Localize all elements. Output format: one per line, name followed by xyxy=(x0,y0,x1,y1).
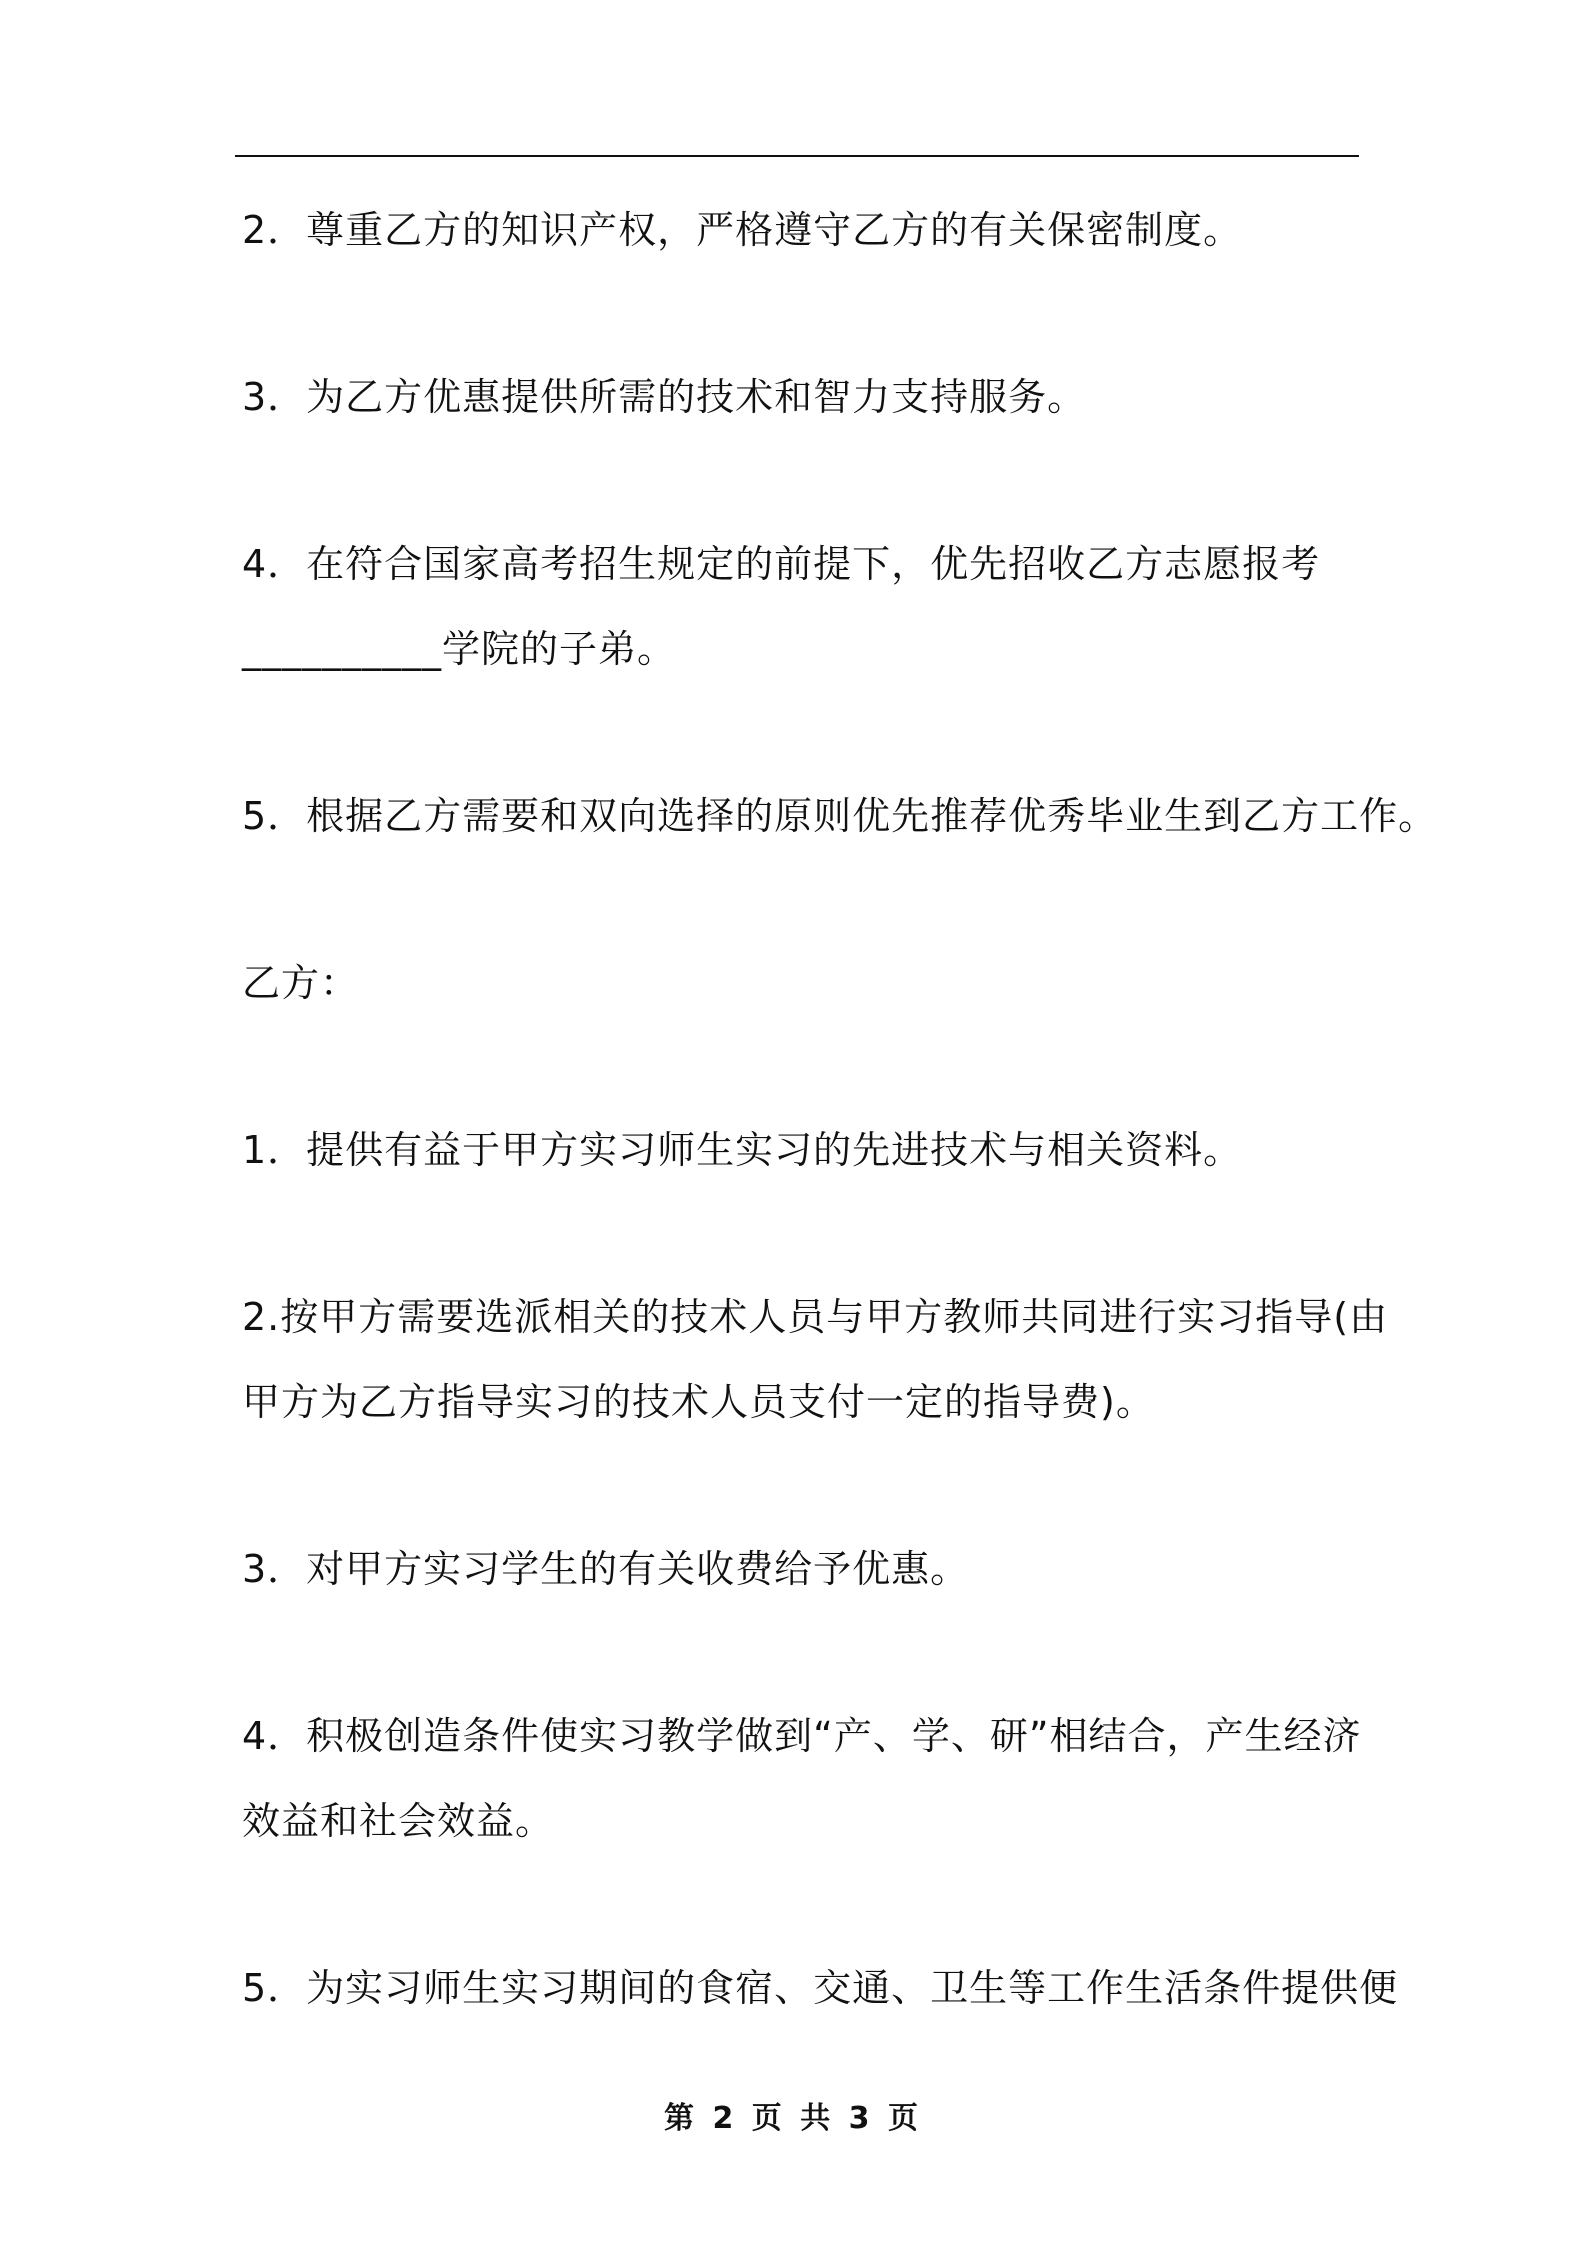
page-number: 第 2 页 共 3 页 xyxy=(664,2101,922,2136)
clause-b3: 3．对甲方实习学生的有关收费给予优惠。 xyxy=(242,1547,970,1591)
clause-b2-line1: 2.按甲方需要选派相关的技术人员与甲方教师共同进行实习指导(由 xyxy=(242,1295,1389,1339)
clause-a2: 2．尊重乙方的知识产权，严格遵守乙方的有关保密制度。 xyxy=(242,208,1243,252)
clause-a3: 3．为乙方优惠提供所需的技术和智力支持服务。 xyxy=(242,375,1087,419)
clause-a4-line1: 4．在符合国家高考招生规定的前提下，优先招收乙方志愿报考 xyxy=(242,542,1321,586)
clause-b5-line1: 5．为实习师生实习期间的食宿、交通、卫生等工作生活条件提供便 xyxy=(242,1966,1399,2010)
header-divider xyxy=(235,155,1359,157)
party-b-heading: 乙方： xyxy=(242,961,360,1005)
clause-a5: 5．根据乙方需要和双向选择的原则优先推荐优秀毕业生到乙方工作。 xyxy=(242,794,1438,838)
clause-b2-line2: 甲方为乙方指导实习的技术人员支付一定的指导费)。 xyxy=(242,1380,1155,1424)
clause-b4-line2: 效益和社会效益。 xyxy=(242,1799,555,1843)
clause-a4-line2: __________学院的子弟。 xyxy=(242,627,677,671)
clause-b4-line1: 4．积极创造条件使实习教学做到“产、学、研”相结合，产生经济 xyxy=(242,1714,1362,1758)
clause-b1: 1．提供有益于甲方实习师生实习的先进技术与相关资料。 xyxy=(242,1128,1243,1172)
